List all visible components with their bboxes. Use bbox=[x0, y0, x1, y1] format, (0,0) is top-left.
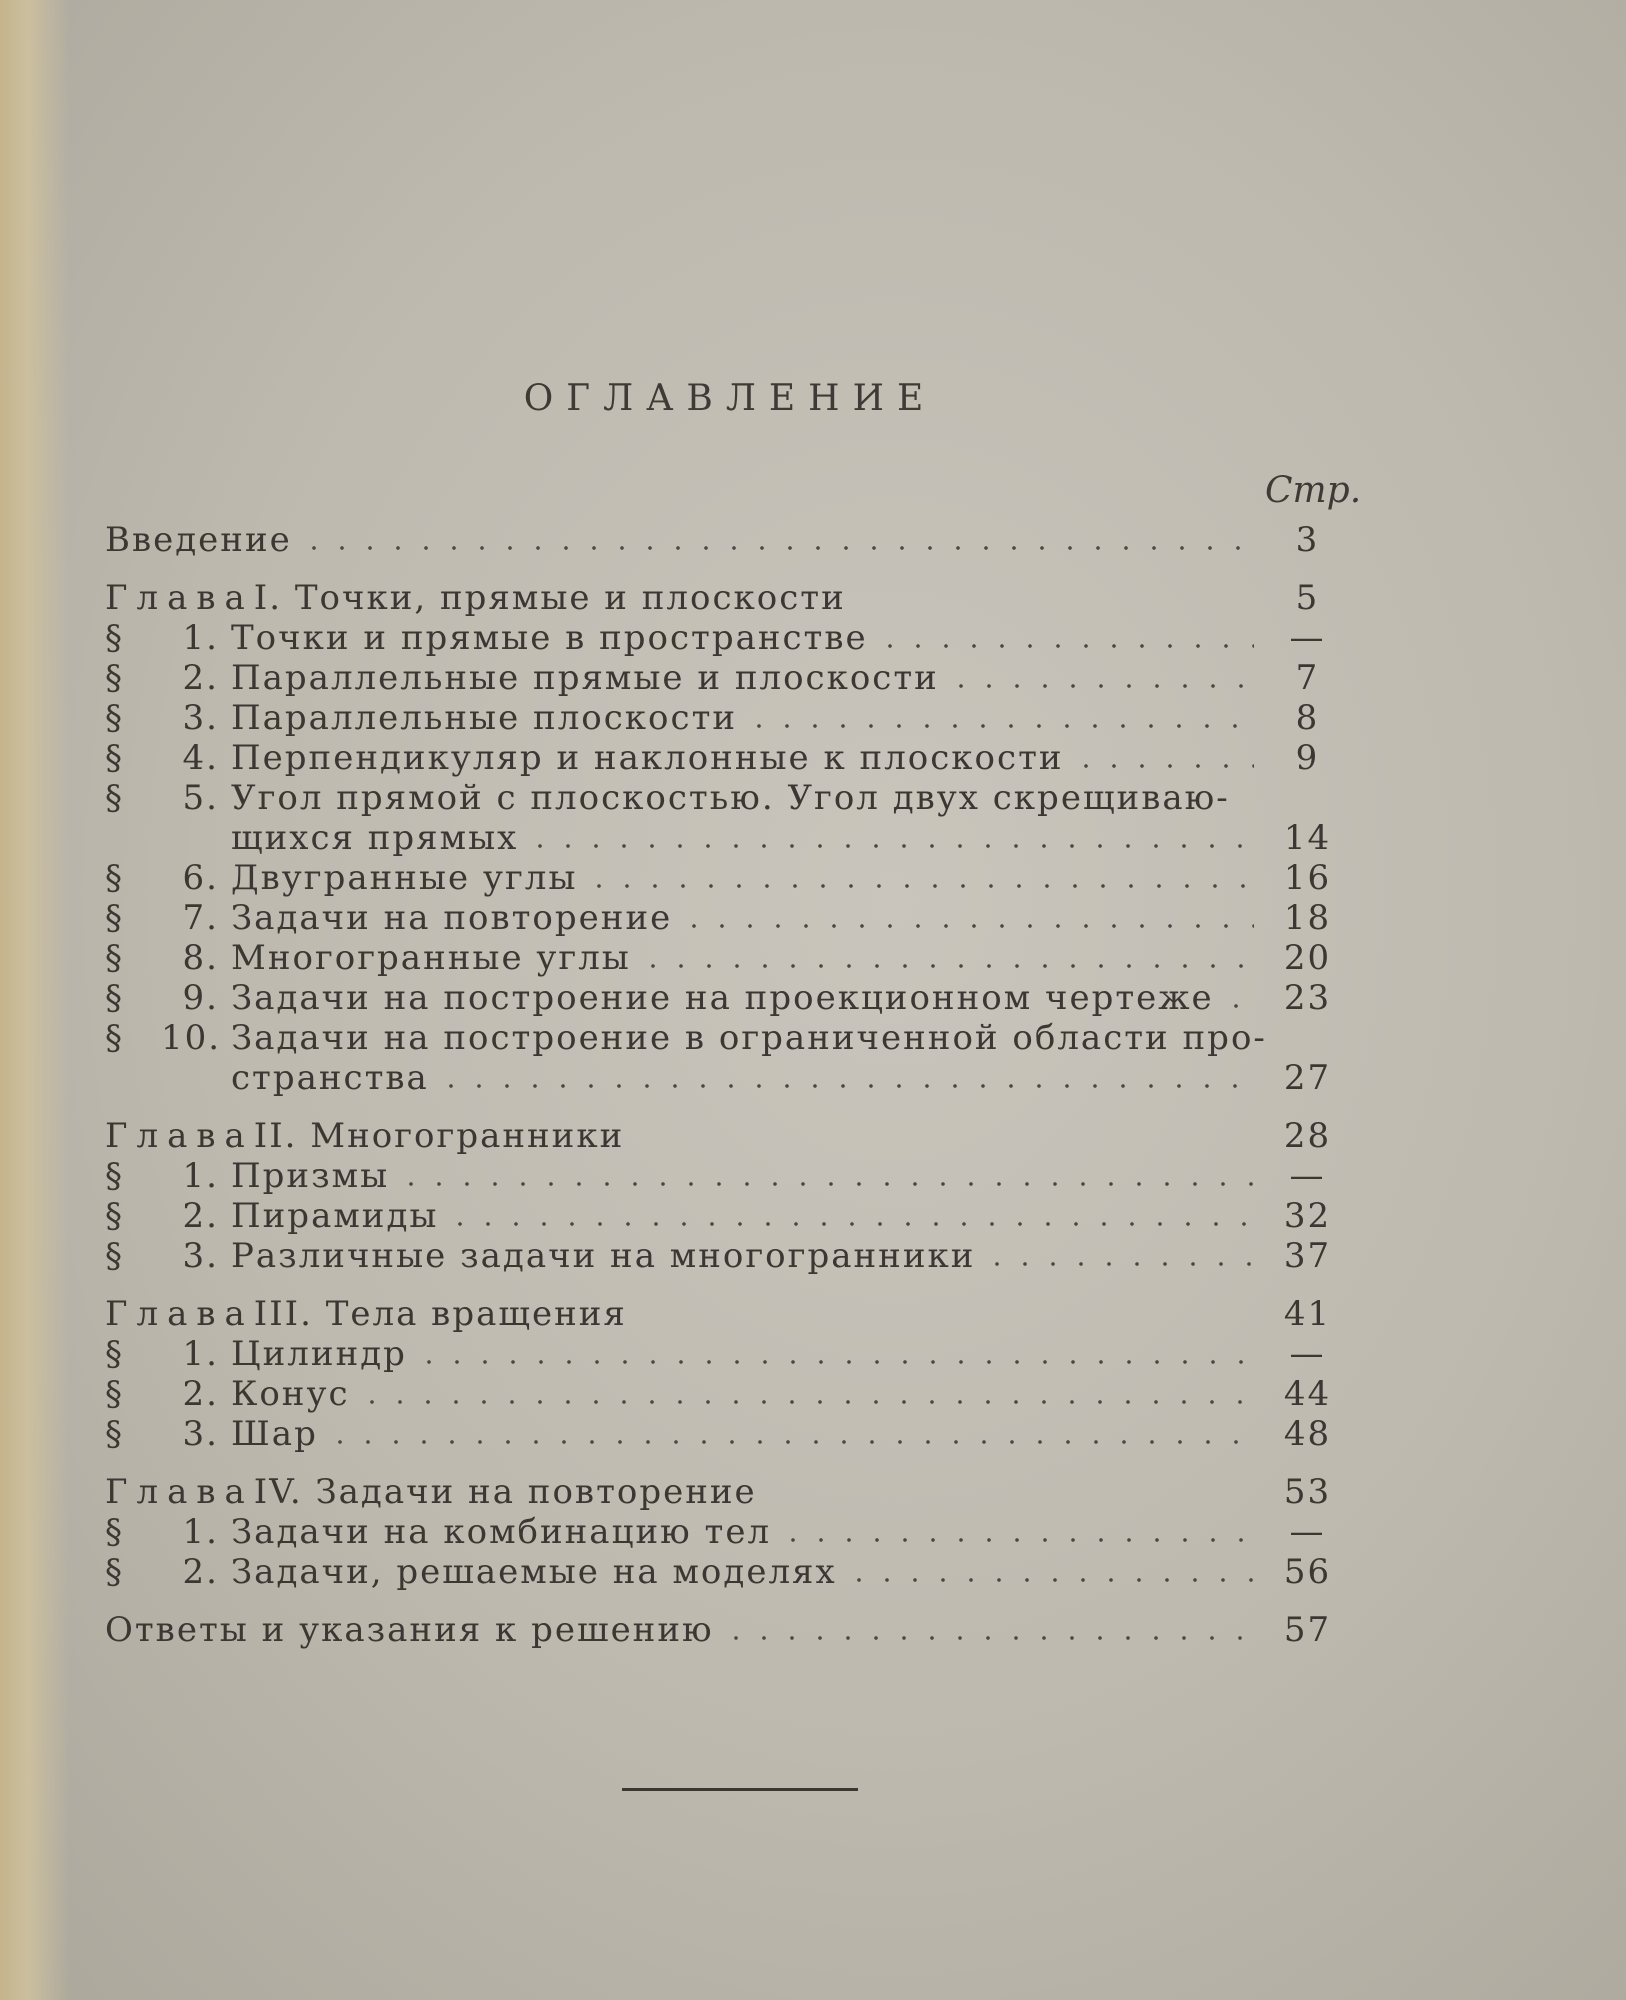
section-sign: § bbox=[105, 858, 124, 898]
page-number: 23 bbox=[1283, 978, 1332, 1018]
section-sign: § bbox=[105, 1552, 124, 1592]
leader-space bbox=[632, 1142, 1254, 1146]
section-sign: § bbox=[105, 1374, 124, 1414]
section-title: Задачи на построение в ограниченной области про- bbox=[231, 1018, 1267, 1058]
section-title-continued: щихся прямых bbox=[231, 818, 519, 858]
toc-entry bbox=[105, 578, 1355, 618]
section-title: Конус bbox=[231, 1374, 350, 1414]
toc-entry bbox=[105, 1196, 1355, 1236]
toc-entry bbox=[105, 1156, 1355, 1196]
page-number: 3 bbox=[1295, 520, 1320, 560]
page-number: 56 bbox=[1283, 1552, 1332, 1592]
page-number: — bbox=[1289, 1334, 1326, 1374]
section-title: Точки и прямые в пространстве bbox=[231, 618, 868, 658]
leader-dots bbox=[680, 924, 1254, 928]
section-sign: § bbox=[105, 898, 124, 938]
toc-entry bbox=[105, 1610, 1355, 1650]
leader-dots bbox=[876, 644, 1254, 648]
toc-entry-continuation bbox=[105, 1058, 1355, 1098]
section-sign: § bbox=[105, 1512, 124, 1552]
leader-dots bbox=[1222, 1004, 1254, 1008]
section-sign: § bbox=[105, 938, 124, 978]
section-title: Задачи на повторение bbox=[231, 898, 673, 938]
leader-dots bbox=[1072, 764, 1254, 768]
section-sign: § bbox=[105, 658, 124, 698]
section-sign: § bbox=[105, 1156, 124, 1196]
chapter-label: Глава bbox=[105, 578, 254, 618]
section-title: Задачи на комбинацию тел bbox=[231, 1512, 772, 1552]
chapter-label: Глава bbox=[105, 1294, 254, 1334]
toc-entry-continuation bbox=[105, 818, 1355, 858]
page-number: — bbox=[1289, 1512, 1326, 1552]
section-title: Параллельные прямые и плоскости bbox=[231, 658, 939, 698]
toc-entry bbox=[105, 1414, 1355, 1454]
toc-entry bbox=[105, 1374, 1355, 1414]
page-number: 14 bbox=[1283, 818, 1332, 858]
section-sign: § bbox=[105, 1334, 124, 1374]
toc-entry bbox=[105, 978, 1355, 1018]
section-title: Задачи, решаемые на моделях bbox=[231, 1552, 837, 1592]
leader-dots bbox=[446, 1222, 1254, 1226]
section-title: Шар bbox=[231, 1414, 318, 1454]
section-number: 10. bbox=[161, 1018, 222, 1058]
section-number: 3. bbox=[182, 698, 219, 738]
page-number: 53 bbox=[1283, 1472, 1332, 1512]
page-number: — bbox=[1289, 1156, 1326, 1196]
section-number: 5. bbox=[182, 778, 219, 818]
page-spine-edge bbox=[0, 0, 70, 2000]
section-number: 2. bbox=[182, 658, 219, 698]
leader-space bbox=[765, 1498, 1254, 1502]
section-number: 9. bbox=[182, 978, 219, 1018]
table-of-contents bbox=[105, 520, 1355, 1650]
section-number: 1. bbox=[182, 1156, 219, 1196]
toc-entry-line bbox=[105, 1018, 1355, 1058]
page-number: 18 bbox=[1283, 898, 1332, 938]
toc-entry bbox=[105, 1552, 1355, 1592]
leader-dots bbox=[358, 1400, 1255, 1404]
section-title: Двугранные углы bbox=[231, 858, 578, 898]
page-number: 48 bbox=[1283, 1414, 1332, 1454]
leader-dots bbox=[745, 724, 1254, 728]
toc-entry bbox=[105, 1512, 1355, 1552]
leader-dots bbox=[947, 684, 1254, 688]
section-title: Параллельные плоскости bbox=[231, 698, 738, 738]
section-title: Пирамиды bbox=[231, 1196, 439, 1236]
toc-entry bbox=[105, 898, 1355, 938]
section-number: 4. bbox=[182, 738, 219, 778]
toc-entry bbox=[105, 1334, 1355, 1374]
leader-dots bbox=[397, 1182, 1254, 1186]
section-sign: § bbox=[105, 738, 124, 778]
page-number: 44 bbox=[1283, 1374, 1332, 1414]
chapter-title: IV. Задачи на повторение bbox=[253, 1472, 757, 1512]
leader-dots bbox=[326, 1440, 1254, 1444]
section-sign: § bbox=[105, 1018, 124, 1058]
section-sign: § bbox=[105, 618, 124, 658]
toc-entry bbox=[105, 618, 1355, 658]
leader-dots bbox=[639, 964, 1254, 968]
leader-space bbox=[635, 1320, 1254, 1324]
closing-rule bbox=[622, 1788, 858, 1791]
section-number: 8. bbox=[182, 938, 219, 978]
entry-title: Ответы и указания к решению bbox=[105, 1610, 714, 1650]
section-title: Перпендикуляр и наклонные к плоскости bbox=[231, 738, 1064, 778]
section-number: 1. bbox=[182, 1512, 219, 1552]
section-title: Многогранные углы bbox=[231, 938, 631, 978]
section-title: Угол прямой с плоскостью. Угол двух скрещиваю- bbox=[231, 778, 1230, 818]
chapter-title: III. Тела вращения bbox=[253, 1294, 627, 1334]
page-number: 37 bbox=[1283, 1236, 1332, 1276]
leader-dots bbox=[437, 1084, 1254, 1088]
section-sign: § bbox=[105, 1414, 124, 1454]
toc-entry bbox=[105, 858, 1355, 898]
section-number: 2. bbox=[182, 1552, 219, 1592]
page-number: 7 bbox=[1295, 658, 1320, 698]
section-number: 6. bbox=[182, 858, 219, 898]
page-number: 8 bbox=[1295, 698, 1320, 738]
leader-dots bbox=[779, 1538, 1254, 1542]
section-number: 2. bbox=[182, 1374, 219, 1414]
section-title: Задачи на построение на проекционном чертеже bbox=[231, 978, 1214, 1018]
chapter-title: II. Многогранники bbox=[253, 1116, 625, 1156]
section-sign: § bbox=[105, 698, 124, 738]
section-number: 1. bbox=[182, 618, 219, 658]
toc-entry bbox=[105, 1236, 1355, 1276]
section-sign: § bbox=[105, 1196, 124, 1236]
page-number: 57 bbox=[1283, 1610, 1332, 1650]
entry-title: Введение bbox=[105, 520, 292, 560]
leader-dots bbox=[300, 546, 1254, 550]
toc-entry bbox=[105, 1472, 1355, 1512]
leader-dots bbox=[983, 1262, 1254, 1266]
toc-entry bbox=[105, 738, 1355, 778]
page-number: 32 bbox=[1283, 1196, 1332, 1236]
toc-entry bbox=[105, 1294, 1355, 1334]
section-number: 1. bbox=[182, 1334, 219, 1374]
page-title: ОГЛАВЛЕНИЕ bbox=[523, 378, 937, 419]
page-number: 5 bbox=[1295, 578, 1320, 618]
section-title: Цилиндр bbox=[231, 1334, 407, 1374]
toc-entry bbox=[105, 520, 1355, 560]
section-title: Призмы bbox=[231, 1156, 390, 1196]
leader-dots bbox=[845, 1578, 1254, 1582]
section-title: Различные задачи на многогранники bbox=[231, 1236, 976, 1276]
leader-dots bbox=[722, 1636, 1254, 1640]
section-sign: § bbox=[105, 1236, 124, 1276]
toc-entry bbox=[105, 1116, 1355, 1156]
section-sign: § bbox=[105, 778, 124, 818]
leader-dots bbox=[585, 884, 1254, 888]
page-number: 27 bbox=[1283, 1058, 1332, 1098]
page-number: 41 bbox=[1283, 1294, 1332, 1334]
section-number: 2. bbox=[182, 1196, 219, 1236]
chapter-label: Глава bbox=[105, 1472, 254, 1512]
chapter-title: I. Точки, прямые и плоскости bbox=[253, 578, 846, 618]
toc-entry bbox=[105, 698, 1355, 738]
page-number: 20 bbox=[1283, 938, 1332, 978]
toc-entry bbox=[105, 658, 1355, 698]
section-number: 7. bbox=[182, 898, 219, 938]
chapter-label: Глава bbox=[105, 1116, 254, 1156]
section-title-continued: странства bbox=[231, 1058, 429, 1098]
page-column-header: Стр. bbox=[1265, 470, 1362, 511]
leader-dots bbox=[526, 844, 1254, 848]
toc-entry-line bbox=[105, 778, 1355, 818]
section-number: 3. bbox=[182, 1236, 219, 1276]
page-number: — bbox=[1289, 618, 1326, 658]
leader-dots bbox=[415, 1360, 1254, 1364]
section-number: 3. bbox=[182, 1414, 219, 1454]
section-sign: § bbox=[105, 978, 124, 1018]
page-number: 16 bbox=[1283, 858, 1332, 898]
page-number: 9 bbox=[1295, 738, 1320, 778]
toc-entry bbox=[105, 938, 1355, 978]
page-number: 28 bbox=[1283, 1116, 1332, 1156]
leader-space bbox=[854, 604, 1254, 608]
